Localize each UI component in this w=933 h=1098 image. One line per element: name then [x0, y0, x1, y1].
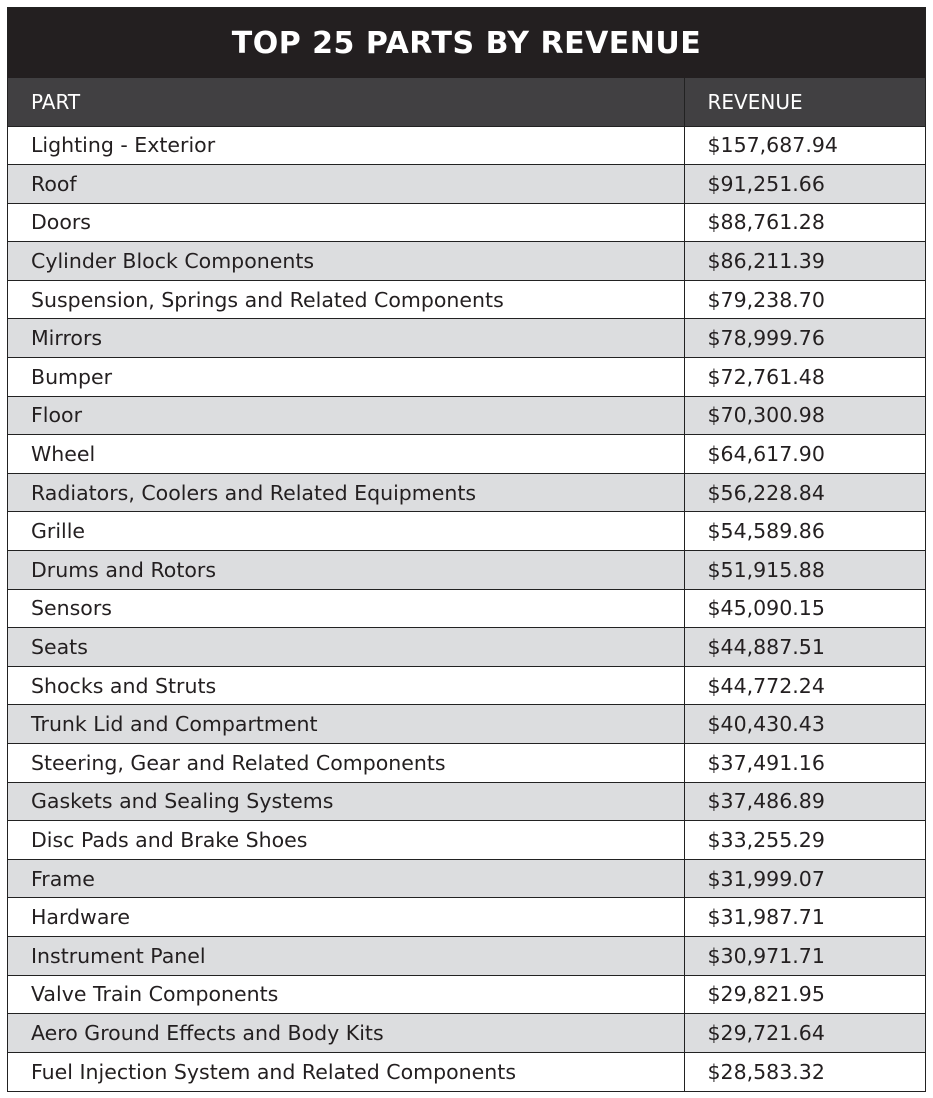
- revenue-cell: $54,589.86: [684, 512, 925, 551]
- part-cell: Valve Train Components: [8, 975, 684, 1014]
- revenue-cell: $29,721.64: [684, 1014, 925, 1053]
- table-row: [8, 358, 925, 397]
- table-row: [8, 589, 925, 628]
- table-row: [8, 936, 925, 975]
- revenue-cell: $31,999.07: [684, 859, 925, 898]
- part-cell: Doors: [8, 203, 684, 242]
- part-cell: Lighting - Exterior: [8, 126, 684, 165]
- part-cell: Steering, Gear and Related Components: [8, 744, 684, 783]
- revenue-cell: $28,583.32: [684, 1052, 925, 1091]
- part-cell: Mirrors: [8, 319, 684, 358]
- header-row: [8, 78, 925, 126]
- revenue-cell: $64,617.90: [684, 435, 925, 474]
- parts-revenue-table: [8, 78, 925, 1091]
- table-row: [8, 165, 925, 204]
- revenue-cell: $86,211.39: [684, 242, 925, 281]
- table-body: [8, 126, 925, 1091]
- part-cell: Sensors: [8, 589, 684, 628]
- table-row: [8, 203, 925, 242]
- revenue-cell: $44,772.24: [684, 666, 925, 705]
- table-row: [8, 859, 925, 898]
- table-row: [8, 666, 925, 705]
- revenue-cell: $33,255.29: [684, 821, 925, 860]
- part-cell: Floor: [8, 396, 684, 435]
- revenue-cell: $70,300.98: [684, 396, 925, 435]
- revenue-cell: $44,887.51: [684, 628, 925, 667]
- part-cell: Bumper: [8, 358, 684, 397]
- table-row: [8, 280, 925, 319]
- table-row: [8, 628, 925, 667]
- part-cell: Aero Ground Effects and Body Kits: [8, 1014, 684, 1053]
- revenue-cell: $37,491.16: [684, 744, 925, 783]
- part-cell: Instrument Panel: [8, 936, 684, 975]
- table-row: [8, 512, 925, 551]
- part-cell: Fuel Injection System and Related Components: [8, 1052, 684, 1091]
- column-header-revenue: REVENUE: [684, 78, 925, 126]
- table-title: TOP 25 PARTS BY REVENUE: [8, 8, 925, 78]
- part-cell: Roof: [8, 165, 684, 204]
- revenue-cell: $31,987.71: [684, 898, 925, 937]
- revenue-cell: $91,251.66: [684, 165, 925, 204]
- table-row: [8, 435, 925, 474]
- revenue-cell: $78,999.76: [684, 319, 925, 358]
- part-cell: Seats: [8, 628, 684, 667]
- table-row: [8, 319, 925, 358]
- table-row: [8, 242, 925, 281]
- table-row: [8, 473, 925, 512]
- part-cell: Cylinder Block Components: [8, 242, 684, 281]
- table-row: [8, 396, 925, 435]
- part-cell: Grille: [8, 512, 684, 551]
- revenue-cell: $157,687.94: [684, 126, 925, 165]
- revenue-cell: $45,090.15: [684, 589, 925, 628]
- part-cell: Shocks and Struts: [8, 666, 684, 705]
- part-cell: Hardware: [8, 898, 684, 937]
- table-row: [8, 898, 925, 937]
- part-cell: Radiators, Coolers and Related Equipments: [8, 473, 684, 512]
- revenue-cell: $51,915.88: [684, 551, 925, 590]
- part-cell: Suspension, Springs and Related Components: [8, 280, 684, 319]
- part-cell: Disc Pads and Brake Shoes: [8, 821, 684, 860]
- part-cell: Trunk Lid and Compartment: [8, 705, 684, 744]
- revenue-cell: $72,761.48: [684, 358, 925, 397]
- table-row: [8, 1014, 925, 1053]
- table-row: [8, 782, 925, 821]
- revenue-cell: $29,821.95: [684, 975, 925, 1014]
- revenue-cell: $40,430.43: [684, 705, 925, 744]
- table-row: [8, 975, 925, 1014]
- revenue-cell: $37,486.89: [684, 782, 925, 821]
- table-row: [8, 126, 925, 165]
- revenue-cell: $56,228.84: [684, 473, 925, 512]
- table-row: [8, 551, 925, 590]
- part-cell: Wheel: [8, 435, 684, 474]
- table-row: [8, 744, 925, 783]
- part-cell: Gaskets and Sealing Systems: [8, 782, 684, 821]
- column-header-part: PART: [8, 78, 684, 126]
- table-row: [8, 705, 925, 744]
- table-row: [8, 821, 925, 860]
- table-row: [8, 1052, 925, 1091]
- part-cell: Drums and Rotors: [8, 551, 684, 590]
- revenue-cell: $79,238.70: [684, 280, 925, 319]
- revenue-table-container: [7, 7, 926, 1092]
- revenue-cell: $88,761.28: [684, 203, 925, 242]
- part-cell: Frame: [8, 859, 684, 898]
- revenue-cell: $30,971.71: [684, 936, 925, 975]
